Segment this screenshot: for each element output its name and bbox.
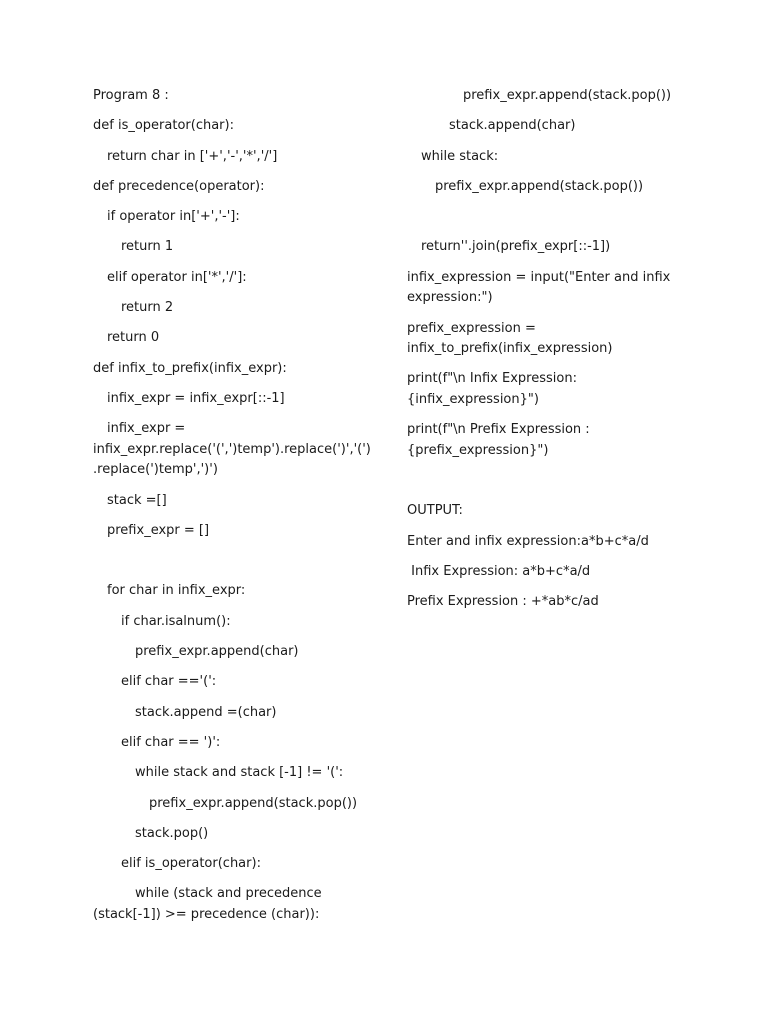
code-line-text: elif char == ')':: [121, 734, 221, 750]
code-line: [93, 86, 371, 107]
code-line: [93, 854, 371, 875]
code-line: [93, 491, 371, 512]
code-line-text: return''.join(prefix_expr[::-1]): [421, 239, 611, 255]
code-line-text: return 1: [121, 239, 174, 255]
code-line-text: infix_expr =: [107, 421, 186, 437]
code-line: [93, 177, 371, 198]
code-line-text: stack =[]: [107, 492, 167, 508]
code-line-text: infix_expr = infix_expr[::-1]: [107, 390, 285, 406]
code-line-text: print(f"\n Prefix Expression : {prefix_expression}"): [407, 422, 594, 458]
code-line-text: def precedence(operator):: [93, 178, 265, 194]
code-line-text: Enter and infix expression:a*b+c*a/d: [407, 533, 649, 549]
code-line: [93, 328, 371, 349]
code-line: [93, 763, 371, 784]
code-line-text: while stack and stack [-1] != '(':: [135, 765, 344, 781]
code-line: [407, 532, 679, 553]
code-line-text: Infix Expression: a*b+c*a/d: [407, 563, 591, 579]
code-line-text: return 0: [107, 330, 160, 346]
code-line-text: prefix_expr.append(stack.pop()): [435, 178, 644, 194]
code-line: [93, 612, 371, 633]
code-line: [407, 268, 679, 309]
code-line-text: Program 8 :: [93, 88, 169, 103]
code-line-text: if char.isalnum():: [121, 613, 231, 629]
code-line: [407, 369, 679, 410]
code-line-continuation: (stack[-1]) >= precedence (char)):: [93, 906, 320, 922]
code-line: [93, 703, 371, 724]
code-line-text: for char in infix_expr:: [107, 583, 246, 599]
blank-line: [407, 207, 679, 228]
code-line-text: elif is_operator(char):: [121, 856, 261, 872]
code-line: [93, 581, 371, 602]
code-line-text: OUTPUT:: [407, 503, 463, 519]
code-line: [407, 147, 679, 168]
code-line: [93, 521, 371, 542]
code-line: [93, 642, 371, 663]
code-line-text: prefix_expression = infix_to_prefix(infix_expression): [407, 320, 613, 357]
code-line-text: def infix_to_prefix(infix_expr):: [93, 360, 287, 376]
code-line: [407, 319, 679, 360]
code-line-text: if operator in['+','-']:: [107, 209, 240, 225]
code-line: [93, 268, 371, 289]
code-line: [93, 733, 371, 754]
code-line-text: elif char =='(':: [121, 674, 217, 690]
code-line: [407, 116, 679, 137]
code-line: [407, 420, 679, 461]
code-line-text: print(f"\n Infix Expression: {infix_expression}"): [407, 371, 582, 407]
code-line-text: while (stack and precedence: [135, 886, 322, 902]
code-line-text: def is_operator(char):: [93, 118, 234, 134]
code-line-text: return char in ['+','-','*','/']: [107, 148, 278, 164]
code-line-text: prefix_expr.append(char): [135, 644, 299, 660]
code-line: [93, 147, 371, 168]
code-line: [407, 237, 679, 258]
code-line: [93, 237, 371, 258]
code-line-text: stack.append(char): [449, 118, 576, 134]
code-line-text: elif operator in['*','/']:: [107, 269, 247, 285]
code-line: [93, 298, 371, 319]
code-line: [93, 389, 371, 410]
code-line: [93, 359, 371, 380]
code-line-text: return 2: [121, 300, 174, 316]
code-line: [93, 116, 371, 137]
code-line: [407, 592, 679, 613]
blank-line: [407, 471, 679, 492]
code-line-text: stack.append =(char): [135, 704, 277, 720]
code-line-continuation: infix_expr.replace('(',')temp').replace(')','(') .replace(')temp',')'): [93, 441, 371, 478]
code-line: [407, 86, 679, 107]
code-line-text: infix_expression = input("Enter and infix expression:"): [407, 269, 675, 306]
blank-line: [93, 551, 371, 572]
code-line: [93, 207, 371, 228]
code-line: [93, 884, 371, 925]
right-column: [407, 86, 679, 622]
code-line-text: while stack:: [421, 148, 499, 164]
code-line: [93, 419, 371, 481]
code-line-text: stack.pop(): [135, 825, 209, 841]
code-line: [407, 501, 679, 522]
code-line: [93, 824, 371, 845]
code-line: [407, 562, 679, 583]
code-line: [407, 177, 679, 198]
code-line-text: prefix_expr.append(stack.pop()): [149, 795, 358, 811]
code-line: [93, 794, 371, 815]
code-line-text: Prefix Expression : +*ab*c/ad: [407, 594, 599, 610]
code-line-text: prefix_expr.append(stack.pop()): [463, 88, 672, 103]
code-line: [93, 672, 371, 693]
left-column: [93, 86, 371, 935]
code-line-text: prefix_expr = []: [107, 522, 210, 538]
